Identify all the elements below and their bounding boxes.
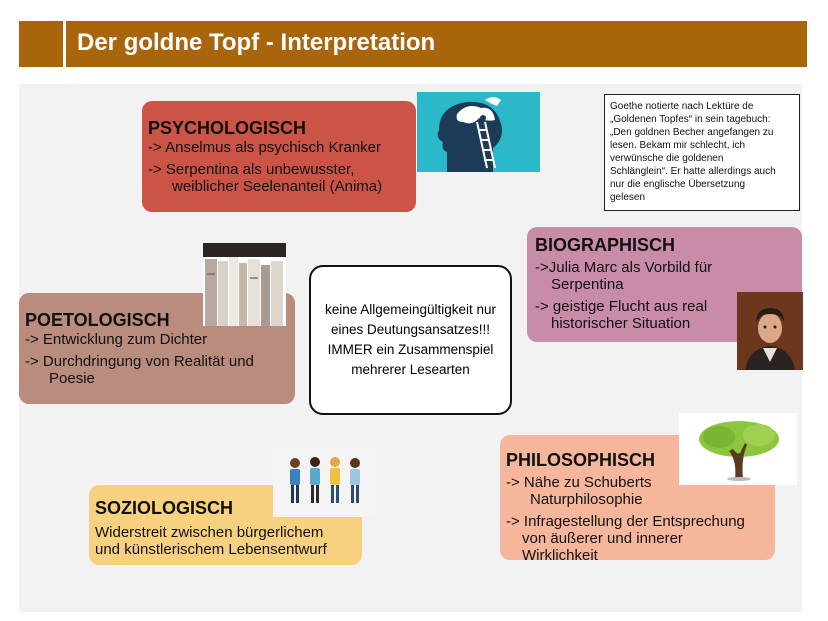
center-line: keine Allgemeingültigkeit nur: [324, 302, 497, 317]
goethe-note-box: [604, 94, 800, 211]
center-summary-box: [309, 265, 512, 415]
card-heading: PSYCHOLOGISCH: [148, 118, 307, 138]
card-line: -> Entwicklung zum Dichter: [25, 331, 208, 348]
books-icon: [203, 243, 286, 326]
page-title: Der goldne Topf - Interpretation: [77, 29, 436, 56]
note-line: Schlänglein“. Er hatte allerdings auch: [610, 166, 776, 177]
note-line: nur die englische Übersetzung: [610, 179, 746, 190]
title-bar: [19, 21, 807, 67]
note-line: gelesen: [610, 192, 646, 203]
tree-icon: [679, 413, 797, 485]
card-line: Naturphilosophie: [530, 491, 643, 508]
card-line: -> Serpentina als unbewusster,: [148, 161, 355, 178]
card-line: weiblicher Seelenanteil (Anima): [172, 178, 383, 195]
card-line: historischer Situation: [551, 315, 691, 332]
note-line: „Goldenen Topfes“ in sein tagebuch:: [610, 114, 771, 125]
card-line: -> geistige Flucht aus real: [535, 298, 708, 315]
center-line: IMMER ein Zusammenspiel: [327, 342, 494, 357]
card-line: -> Durchdringung von Realität und: [25, 353, 254, 370]
card-line: von äußerer und innerer: [522, 530, 683, 547]
note-line: verwünsche die goldenen: [610, 153, 724, 164]
title-separator: [63, 21, 66, 67]
card-heading: BIOGRAPHISCH: [535, 235, 676, 255]
card-line: ->Julia Marc als Vorbild für: [535, 259, 713, 276]
card-line: -> Nähe zu Schuberts: [506, 474, 652, 491]
center-line: mehrerer Lesearten: [351, 362, 470, 377]
card-line: Widerstreit zwischen bürgerlichem: [95, 524, 324, 541]
card-line: Wirklichkeit: [522, 547, 598, 564]
brain-ladder-icon: [417, 92, 540, 172]
card-heading: PHILOSOPHISCH: [506, 450, 656, 470]
note-line: Goethe notierte nach Lektüre de: [610, 101, 754, 112]
card-heading: SOZIOLOGISCH: [95, 498, 234, 518]
card-line: -> Infragestellung der Entsprechung: [506, 513, 745, 530]
note-line: lesen. Bekam mir schlecht, ich: [610, 140, 746, 151]
card-line: Serpentina: [551, 276, 624, 293]
center-line: eines Deutungsansatzes!!!: [330, 322, 491, 337]
card-line: und künstlerischem Lebensentwurf: [95, 541, 327, 558]
portrait-icon: [737, 292, 803, 370]
card-heading: POETOLOGISCH: [25, 310, 170, 330]
card-line: Poesie: [49, 370, 95, 387]
note-line: „Den goldnen Becher angefangen zu: [610, 127, 774, 138]
card-psychologisch: [142, 101, 416, 212]
card-line: -> Anselmus als psychisch Kranker: [148, 139, 382, 156]
people-icon: [273, 447, 377, 517]
